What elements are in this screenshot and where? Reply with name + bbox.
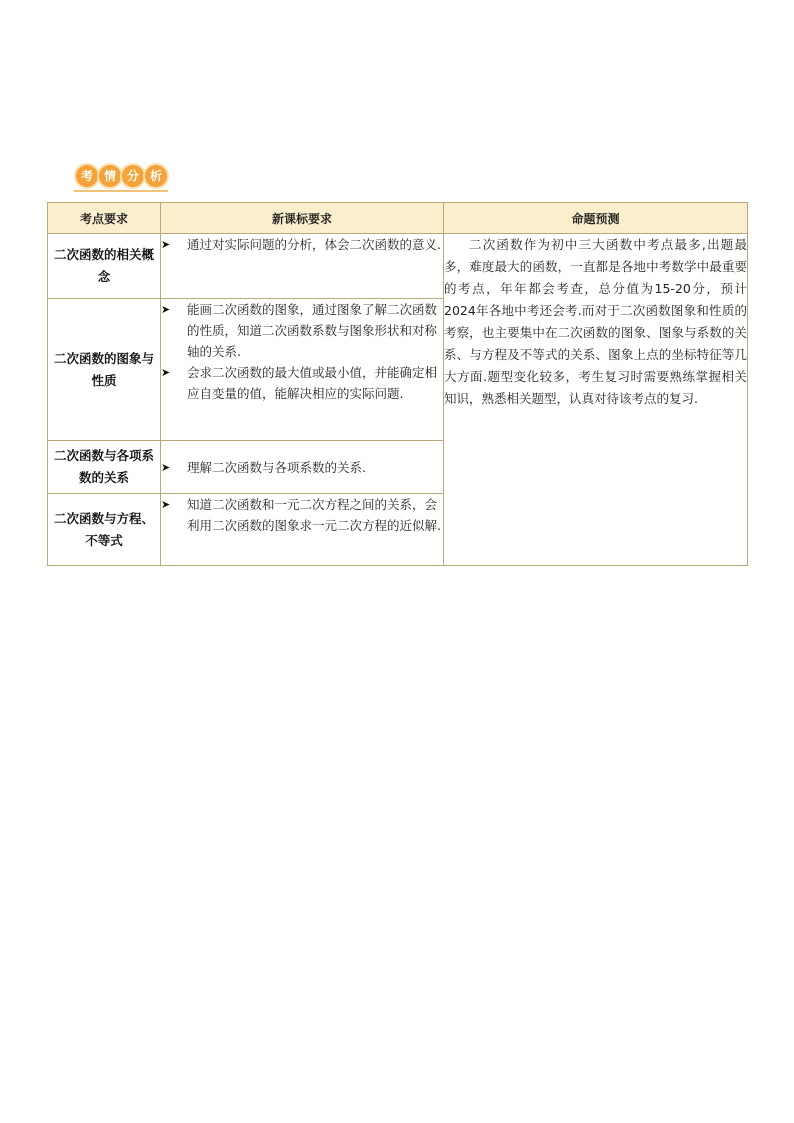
requirement-item (161, 299, 443, 362)
arrow-bullet-icon: ➤ (161, 498, 171, 511)
requirement-item (161, 362, 443, 404)
section-badge (74, 165, 168, 193)
badge-char: 分 (122, 165, 144, 187)
table-header-row (48, 203, 748, 234)
point-cell: 二次函数的相关概念 (48, 234, 161, 299)
badge-char: 考 (76, 165, 98, 187)
requirement-text: 知道二次函数和一元二次方程之间的关系，会利用二次函数的图象求一元二次方程的近似解. (187, 497, 441, 533)
header-point: 考点要求 (48, 203, 161, 234)
arrow-bullet-icon: ➤ (161, 238, 171, 251)
requirement-text: 能画二次函数的图象，通过图象了解二次函数的性质，知道二次函数系数与图象形状和对称轴的关系. (187, 302, 438, 359)
requirement-cell (161, 494, 444, 566)
header-requirement: 新课标要求 (161, 203, 444, 234)
point-cell: 二次函数与方程、不等式 (48, 494, 161, 566)
requirement-cell (161, 441, 444, 494)
badge-char: 析 (145, 165, 167, 187)
badge-underline (74, 190, 168, 192)
requirement-item (161, 234, 443, 255)
arrow-bullet-icon: ➤ (161, 460, 171, 474)
arrow-bullet-icon: ➤ (161, 303, 171, 316)
requirement-text: 会求二次函数的最大值或最小值，并能确定相应自变量的值，能解决相应的实际问题. (187, 365, 438, 401)
point-cell: 二次函数与各项系数的关系 (48, 441, 161, 494)
requirement-cell (161, 299, 444, 441)
exam-analysis-table (47, 202, 748, 566)
point-cell: 二次函数的图象与性质 (48, 299, 161, 441)
requirement-text: 通过对实际问题的分析，体会二次函数的意义. (187, 237, 441, 252)
arrow-bullet-icon: ➤ (161, 366, 171, 379)
requirement-text: 理解二次函数与各项系数的关系. (187, 459, 366, 475)
table-row (48, 234, 748, 299)
prediction-cell: 二次函数作为初中三大函数中考点最多,出题最多，难度最大的函数，一直都是各地中考数学中最重要的考点，年年都会考查，总分值为15-20分，预计2024年各地中考还会考.而对于二次函数图象和性质的考察，也主要集中在二次函数的图象、图象与系数的关系、与方程及不等式的关系、图象上点的坐标特征等几大方面.题型变化较多，考生复习时需要熟练掌握相关知识，熟悉相关题型，认真对待该考点的复习. (444, 234, 748, 566)
requirement-item (161, 494, 443, 536)
requirement-item (161, 457, 443, 478)
requirement-cell (161, 234, 444, 299)
badge-char: 情 (99, 165, 121, 187)
header-prediction: 命题预测 (444, 203, 748, 234)
